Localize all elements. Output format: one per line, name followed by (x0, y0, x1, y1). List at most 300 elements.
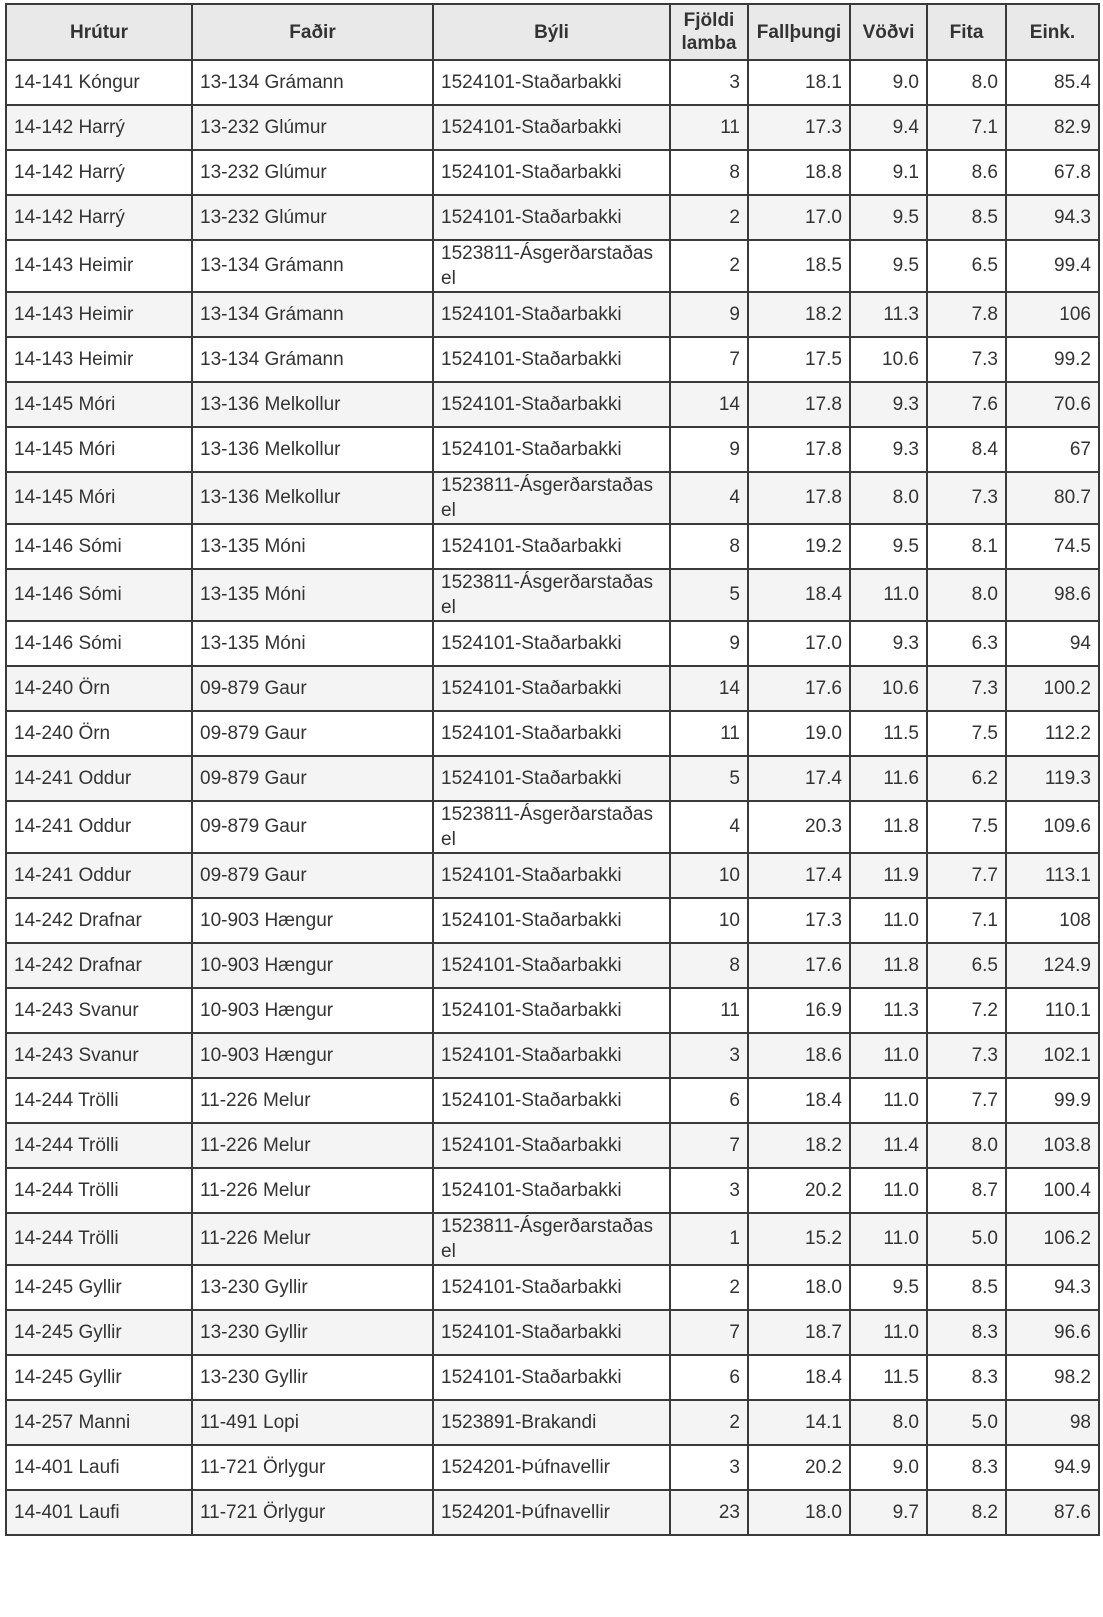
cell-fita: 8.1 (927, 524, 1006, 569)
cell-fjoldi-lamba: 8 (670, 524, 748, 569)
header-eink: Eink. (1006, 4, 1099, 60)
cell-vodvi: 11.0 (850, 898, 927, 943)
cell-byli: 1524101-Staðarbakki (433, 337, 670, 382)
cell-vodvi: 11.0 (850, 1033, 927, 1078)
cell-vodvi: 11.6 (850, 756, 927, 801)
cell-hrutur: 14-242 Drafnar (6, 943, 192, 988)
cell-fallthungi: 18.0 (748, 1490, 850, 1535)
cell-fita: 8.2 (927, 1490, 1006, 1535)
cell-hrutur: 14-245 Gyllir (6, 1310, 192, 1355)
cell-vodvi: 8.0 (850, 1400, 927, 1445)
cell-fadir: 13-232 Glúmur (192, 150, 433, 195)
cell-fallthungi: 20.2 (748, 1168, 850, 1213)
cell-vodvi: 10.6 (850, 337, 927, 382)
cell-hrutur: 14-257 Manni (6, 1400, 192, 1445)
cell-eink: 94.3 (1006, 195, 1099, 240)
cell-fjoldi-lamba: 10 (670, 853, 748, 898)
cell-fjoldi-lamba: 3 (670, 60, 748, 105)
cell-fjoldi-lamba: 4 (670, 801, 748, 853)
cell-eink: 103.8 (1006, 1123, 1099, 1168)
cell-byli: 1523811-Ásgerðarstaðasel (433, 472, 670, 524)
cell-fjoldi-lamba: 5 (670, 569, 748, 621)
cell-fjoldi-lamba: 11 (670, 711, 748, 756)
cell-fjoldi-lamba: 8 (670, 943, 748, 988)
table-header (6, 4, 1099, 60)
table-row (6, 621, 1099, 666)
cell-byli: 1524101-Staðarbakki (433, 105, 670, 150)
cell-hrutur: 14-142 Harrý (6, 195, 192, 240)
cell-fadir: 13-232 Glúmur (192, 195, 433, 240)
cell-fita: 8.0 (927, 569, 1006, 621)
cell-byli: 1524101-Staðarbakki (433, 756, 670, 801)
cell-fadir: 11-226 Melur (192, 1168, 433, 1213)
cell-fita: 8.3 (927, 1310, 1006, 1355)
cell-vodvi: 9.3 (850, 621, 927, 666)
cell-eink: 85.4 (1006, 60, 1099, 105)
cell-fita: 8.0 (927, 60, 1006, 105)
header-byli: Býli (433, 4, 670, 60)
cell-byli: 1524101-Staðarbakki (433, 1265, 670, 1310)
cell-fita: 7.3 (927, 666, 1006, 711)
cell-vodvi: 11.0 (850, 1168, 927, 1213)
cell-hrutur: 14-401 Laufi (6, 1445, 192, 1490)
cell-fita: 7.1 (927, 898, 1006, 943)
table-row (6, 1168, 1099, 1213)
cell-fjoldi-lamba: 2 (670, 1265, 748, 1310)
cell-vodvi: 9.7 (850, 1490, 927, 1535)
cell-byli: 1524101-Staðarbakki (433, 427, 670, 472)
cell-eink: 67 (1006, 427, 1099, 472)
cell-hrutur: 14-141 Kóngur (6, 60, 192, 105)
cell-fallthungi: 17.4 (748, 756, 850, 801)
table-row (6, 1213, 1099, 1265)
cell-fallthungi: 14.1 (748, 1400, 850, 1445)
cell-fita: 8.3 (927, 1445, 1006, 1490)
cell-byli: 1524101-Staðarbakki (433, 292, 670, 337)
cell-eink: 100.2 (1006, 666, 1099, 711)
cell-vodvi: 9.5 (850, 240, 927, 292)
cell-fjoldi-lamba: 2 (670, 195, 748, 240)
cell-fallthungi: 18.8 (748, 150, 850, 195)
cell-fallthungi: 17.8 (748, 427, 850, 472)
cell-fallthungi: 18.0 (748, 1265, 850, 1310)
cell-byli: 1524101-Staðarbakki (433, 524, 670, 569)
table-row (6, 150, 1099, 195)
cell-byli: 1524101-Staðarbakki (433, 898, 670, 943)
cell-fadir: 13-135 Móni (192, 621, 433, 666)
table-row (6, 472, 1099, 524)
cell-fita: 7.5 (927, 801, 1006, 853)
cell-vodvi: 11.4 (850, 1123, 927, 1168)
table-row (6, 988, 1099, 1033)
cell-fadir: 13-230 Gyllir (192, 1310, 433, 1355)
cell-byli: 1524101-Staðarbakki (433, 60, 670, 105)
cell-fita: 8.5 (927, 195, 1006, 240)
cell-fita: 7.7 (927, 1078, 1006, 1123)
cell-vodvi: 11.3 (850, 988, 927, 1033)
cell-fita: 6.3 (927, 621, 1006, 666)
cell-fjoldi-lamba: 8 (670, 150, 748, 195)
cell-vodvi: 9.5 (850, 524, 927, 569)
cell-eink: 102.1 (1006, 1033, 1099, 1078)
table-row (6, 1310, 1099, 1355)
cell-fadir: 13-136 Melkollur (192, 472, 433, 524)
table-row (6, 756, 1099, 801)
cell-fjoldi-lamba: 7 (670, 337, 748, 382)
cell-hrutur: 14-244 Trölli (6, 1168, 192, 1213)
cell-fjoldi-lamba: 7 (670, 1123, 748, 1168)
cell-hrutur: 14-143 Heimir (6, 337, 192, 382)
cell-fjoldi-lamba: 23 (670, 1490, 748, 1535)
cell-eink: 98.6 (1006, 569, 1099, 621)
cell-fadir: 09-879 Gaur (192, 711, 433, 756)
cell-fallthungi: 20.3 (748, 801, 850, 853)
cell-eink: 110.1 (1006, 988, 1099, 1033)
table-row (6, 1265, 1099, 1310)
cell-eink: 80.7 (1006, 472, 1099, 524)
cell-fallthungi: 19.0 (748, 711, 850, 756)
cell-fjoldi-lamba: 6 (670, 1078, 748, 1123)
table-row (6, 382, 1099, 427)
cell-hrutur: 14-143 Heimir (6, 240, 192, 292)
cell-fjoldi-lamba: 11 (670, 105, 748, 150)
header-vodvi: Vöðvi (850, 4, 927, 60)
cell-fallthungi: 16.9 (748, 988, 850, 1033)
cell-hrutur: 14-401 Laufi (6, 1490, 192, 1535)
table-row (6, 524, 1099, 569)
cell-fjoldi-lamba: 14 (670, 666, 748, 711)
cell-fjoldi-lamba: 10 (670, 898, 748, 943)
cell-fallthungi: 15.2 (748, 1213, 850, 1265)
cell-fjoldi-lamba: 9 (670, 621, 748, 666)
cell-fjoldi-lamba: 4 (670, 472, 748, 524)
cell-eink: 70.6 (1006, 382, 1099, 427)
cell-fallthungi: 17.5 (748, 337, 850, 382)
cell-vodvi: 9.5 (850, 1265, 927, 1310)
cell-fita: 7.3 (927, 1033, 1006, 1078)
cell-byli: 1524101-Staðarbakki (433, 150, 670, 195)
table-row (6, 569, 1099, 621)
cell-eink: 94.3 (1006, 1265, 1099, 1310)
cell-hrutur: 14-145 Móri (6, 472, 192, 524)
cell-fallthungi: 17.4 (748, 853, 850, 898)
table-row (6, 337, 1099, 382)
cell-fadir: 13-134 Grámann (192, 60, 433, 105)
cell-vodvi: 9.0 (850, 60, 927, 105)
cell-vodvi: 11.0 (850, 569, 927, 621)
cell-fadir: 11-226 Melur (192, 1123, 433, 1168)
cell-fita: 6.2 (927, 756, 1006, 801)
cell-hrutur: 14-145 Móri (6, 427, 192, 472)
cell-byli: 1524101-Staðarbakki (433, 853, 670, 898)
cell-byli: 1524101-Staðarbakki (433, 1078, 670, 1123)
cell-fjoldi-lamba: 11 (670, 988, 748, 1033)
cell-eink: 99.4 (1006, 240, 1099, 292)
cell-byli: 1524201-Þúfnavellir (433, 1445, 670, 1490)
cell-fallthungi: 19.2 (748, 524, 850, 569)
cell-hrutur: 14-142 Harrý (6, 105, 192, 150)
cell-byli: 1524101-Staðarbakki (433, 666, 670, 711)
cell-fita: 7.3 (927, 337, 1006, 382)
cell-eink: 98 (1006, 1400, 1099, 1445)
cell-hrutur: 14-241 Oddur (6, 756, 192, 801)
cell-eink: 112.2 (1006, 711, 1099, 756)
cell-fallthungi: 18.2 (748, 1123, 850, 1168)
cell-vodvi: 8.0 (850, 472, 927, 524)
cell-vodvi: 11.5 (850, 1355, 927, 1400)
header-hrutur: Hrútur (6, 4, 192, 60)
cell-fjoldi-lamba: 9 (670, 427, 748, 472)
cell-fadir: 11-721 Örlygur (192, 1490, 433, 1535)
cell-fita: 8.7 (927, 1168, 1006, 1213)
cell-fadir: 13-134 Grámann (192, 292, 433, 337)
cell-vodvi: 9.4 (850, 105, 927, 150)
cell-hrutur: 14-245 Gyllir (6, 1355, 192, 1400)
cell-byli: 1524101-Staðarbakki (433, 1033, 670, 1078)
cell-byli: 1524101-Staðarbakki (433, 621, 670, 666)
cell-fjoldi-lamba: 5 (670, 756, 748, 801)
cell-fita: 6.5 (927, 240, 1006, 292)
cell-eink: 108 (1006, 898, 1099, 943)
cell-fadir: 10-903 Hængur (192, 988, 433, 1033)
cell-fallthungi: 18.2 (748, 292, 850, 337)
table-row (6, 60, 1099, 105)
cell-fita: 7.7 (927, 853, 1006, 898)
table-row (6, 1033, 1099, 1078)
cell-fita: 7.5 (927, 711, 1006, 756)
cell-byli: 1523811-Ásgerðarstaðasel (433, 1213, 670, 1265)
header-fallthungi: Fallþungi (748, 4, 850, 60)
table-container (5, 3, 1098, 1536)
cell-hrutur: 14-240 Örn (6, 666, 192, 711)
cell-eink: 82.9 (1006, 105, 1099, 150)
cell-hrutur: 14-146 Sómi (6, 569, 192, 621)
cell-fjoldi-lamba: 14 (670, 382, 748, 427)
cell-fita: 8.0 (927, 1123, 1006, 1168)
cell-fadir: 09-879 Gaur (192, 666, 433, 711)
cell-fadir: 11-226 Melur (192, 1078, 433, 1123)
table-row (6, 943, 1099, 988)
cell-fallthungi: 18.4 (748, 569, 850, 621)
cell-hrutur: 14-245 Gyllir (6, 1265, 192, 1310)
table-row (6, 105, 1099, 150)
cell-fadir: 09-879 Gaur (192, 801, 433, 853)
cell-fadir: 13-232 Glúmur (192, 105, 433, 150)
cell-fallthungi: 18.6 (748, 1033, 850, 1078)
cell-vodvi: 11.3 (850, 292, 927, 337)
cell-fita: 8.6 (927, 150, 1006, 195)
table-row (6, 1355, 1099, 1400)
cell-fita: 5.0 (927, 1400, 1006, 1445)
cell-fallthungi: 20.2 (748, 1445, 850, 1490)
cell-fita: 7.3 (927, 472, 1006, 524)
cell-byli: 1524101-Staðarbakki (433, 382, 670, 427)
table-row (6, 427, 1099, 472)
cell-fita: 8.4 (927, 427, 1006, 472)
cell-fadir: 13-134 Grámann (192, 240, 433, 292)
cell-hrutur: 14-243 Svanur (6, 988, 192, 1033)
cell-fallthungi: 18.4 (748, 1078, 850, 1123)
cell-vodvi: 11.0 (850, 1310, 927, 1355)
cell-eink: 100.4 (1006, 1168, 1099, 1213)
cell-byli: 1524101-Staðarbakki (433, 1355, 670, 1400)
cell-fjoldi-lamba: 2 (670, 240, 748, 292)
cell-eink: 106.2 (1006, 1213, 1099, 1265)
cell-byli: 1524101-Staðarbakki (433, 711, 670, 756)
cell-vodvi: 9.1 (850, 150, 927, 195)
table-row (6, 853, 1099, 898)
cell-fallthungi: 18.4 (748, 1355, 850, 1400)
cell-hrutur: 14-242 Drafnar (6, 898, 192, 943)
cell-fallthungi: 17.8 (748, 382, 850, 427)
cell-fita: 7.6 (927, 382, 1006, 427)
cell-fita: 5.0 (927, 1213, 1006, 1265)
cell-fadir: 09-879 Gaur (192, 756, 433, 801)
cell-byli: 1524101-Staðarbakki (433, 1123, 670, 1168)
cell-fallthungi: 17.0 (748, 621, 850, 666)
cell-vodvi: 11.5 (850, 711, 927, 756)
cell-vodvi: 9.5 (850, 195, 927, 240)
cell-fallthungi: 17.8 (748, 472, 850, 524)
cell-hrutur: 14-244 Trölli (6, 1078, 192, 1123)
cell-byli: 1524201-Þúfnavellir (433, 1490, 670, 1535)
cell-fjoldi-lamba: 6 (670, 1355, 748, 1400)
cell-fjoldi-lamba: 2 (670, 1400, 748, 1445)
cell-byli: 1523891-Brakandi (433, 1400, 670, 1445)
cell-fadir: 09-879 Gaur (192, 853, 433, 898)
cell-fallthungi: 17.3 (748, 105, 850, 150)
cell-vodvi: 10.6 (850, 666, 927, 711)
cell-byli: 1524101-Staðarbakki (433, 943, 670, 988)
cell-fadir: 11-721 Örlygur (192, 1445, 433, 1490)
cell-fita: 7.2 (927, 988, 1006, 1033)
header-fadir: Faðir (192, 4, 433, 60)
cell-eink: 99.2 (1006, 337, 1099, 382)
cell-hrutur: 14-143 Heimir (6, 292, 192, 337)
cell-fallthungi: 17.6 (748, 943, 850, 988)
header-fita: Fita (927, 4, 1006, 60)
cell-eink: 94.9 (1006, 1445, 1099, 1490)
cell-hrutur: 14-241 Oddur (6, 853, 192, 898)
cell-eink: 113.1 (1006, 853, 1099, 898)
cell-fita: 8.3 (927, 1355, 1006, 1400)
cell-eink: 106 (1006, 292, 1099, 337)
cell-hrutur: 14-145 Móri (6, 382, 192, 427)
cell-hrutur: 14-241 Oddur (6, 801, 192, 853)
cell-eink: 124.9 (1006, 943, 1099, 988)
cell-eink: 96.6 (1006, 1310, 1099, 1355)
table-row (6, 1445, 1099, 1490)
cell-vodvi: 9.3 (850, 382, 927, 427)
cell-fadir: 13-135 Móni (192, 569, 433, 621)
cell-byli: 1523811-Ásgerðarstaðasel (433, 569, 670, 621)
cell-hrutur: 14-146 Sómi (6, 621, 192, 666)
cell-fallthungi: 17.3 (748, 898, 850, 943)
cell-vodvi: 11.0 (850, 1078, 927, 1123)
cell-byli: 1524101-Staðarbakki (433, 988, 670, 1033)
cell-fjoldi-lamba: 1 (670, 1213, 748, 1265)
cell-hrutur: 14-244 Trölli (6, 1123, 192, 1168)
cell-vodvi: 11.9 (850, 853, 927, 898)
cell-eink: 109.6 (1006, 801, 1099, 853)
ram-results-table (5, 3, 1100, 1536)
cell-eink: 87.6 (1006, 1490, 1099, 1535)
header-fjoldi-lamba: Fjöldi lamba (670, 4, 748, 60)
table-row (6, 195, 1099, 240)
cell-fadir: 13-136 Melkollur (192, 427, 433, 472)
cell-eink: 94 (1006, 621, 1099, 666)
cell-fadir: 11-491 Lopi (192, 1400, 433, 1445)
cell-fadir: 13-134 Grámann (192, 337, 433, 382)
cell-eink: 98.2 (1006, 1355, 1099, 1400)
table-row (6, 666, 1099, 711)
cell-fadir: 13-230 Gyllir (192, 1265, 433, 1310)
cell-byli: 1524101-Staðarbakki (433, 195, 670, 240)
cell-vodvi: 9.3 (850, 427, 927, 472)
cell-eink: 119.3 (1006, 756, 1099, 801)
cell-fallthungi: 18.1 (748, 60, 850, 105)
cell-fjoldi-lamba: 3 (670, 1168, 748, 1213)
table-row (6, 292, 1099, 337)
cell-fita: 7.8 (927, 292, 1006, 337)
cell-fallthungi: 17.0 (748, 195, 850, 240)
cell-fita: 6.5 (927, 943, 1006, 988)
cell-fjoldi-lamba: 3 (670, 1445, 748, 1490)
table-row (6, 711, 1099, 756)
table-row (6, 1400, 1099, 1445)
cell-byli: 1523811-Ásgerðarstaðasel (433, 801, 670, 853)
cell-byli: 1524101-Staðarbakki (433, 1168, 670, 1213)
cell-hrutur: 14-142 Harrý (6, 150, 192, 195)
cell-vodvi: 11.0 (850, 1213, 927, 1265)
cell-fallthungi: 18.7 (748, 1310, 850, 1355)
table-row (6, 898, 1099, 943)
table-row (6, 240, 1099, 292)
cell-eink: 74.5 (1006, 524, 1099, 569)
table-row (6, 1078, 1099, 1123)
table-row (6, 1490, 1099, 1535)
cell-fita: 7.1 (927, 105, 1006, 150)
cell-vodvi: 9.0 (850, 1445, 927, 1490)
cell-fallthungi: 18.5 (748, 240, 850, 292)
cell-fjoldi-lamba: 7 (670, 1310, 748, 1355)
cell-fjoldi-lamba: 3 (670, 1033, 748, 1078)
cell-fadir: 10-903 Hængur (192, 943, 433, 988)
cell-fallthungi: 17.6 (748, 666, 850, 711)
cell-eink: 99.9 (1006, 1078, 1099, 1123)
cell-byli: 1523811-Ásgerðarstaðasel (433, 240, 670, 292)
cell-fadir: 13-135 Móni (192, 524, 433, 569)
cell-fadir: 13-136 Melkollur (192, 382, 433, 427)
cell-hrutur: 14-240 Örn (6, 711, 192, 756)
cell-fadir: 11-226 Melur (192, 1213, 433, 1265)
table-row (6, 1123, 1099, 1168)
cell-eink: 67.8 (1006, 150, 1099, 195)
cell-vodvi: 11.8 (850, 801, 927, 853)
cell-vodvi: 11.8 (850, 943, 927, 988)
cell-fadir: 13-230 Gyllir (192, 1355, 433, 1400)
cell-hrutur: 14-146 Sómi (6, 524, 192, 569)
cell-fadir: 10-903 Hængur (192, 898, 433, 943)
cell-hrutur: 14-244 Trölli (6, 1213, 192, 1265)
cell-fita: 8.5 (927, 1265, 1006, 1310)
table-row (6, 801, 1099, 853)
header-row (6, 4, 1099, 60)
cell-hrutur: 14-243 Svanur (6, 1033, 192, 1078)
table-body (6, 60, 1099, 1535)
cell-byli: 1524101-Staðarbakki (433, 1310, 670, 1355)
cell-fadir: 10-903 Hængur (192, 1033, 433, 1078)
